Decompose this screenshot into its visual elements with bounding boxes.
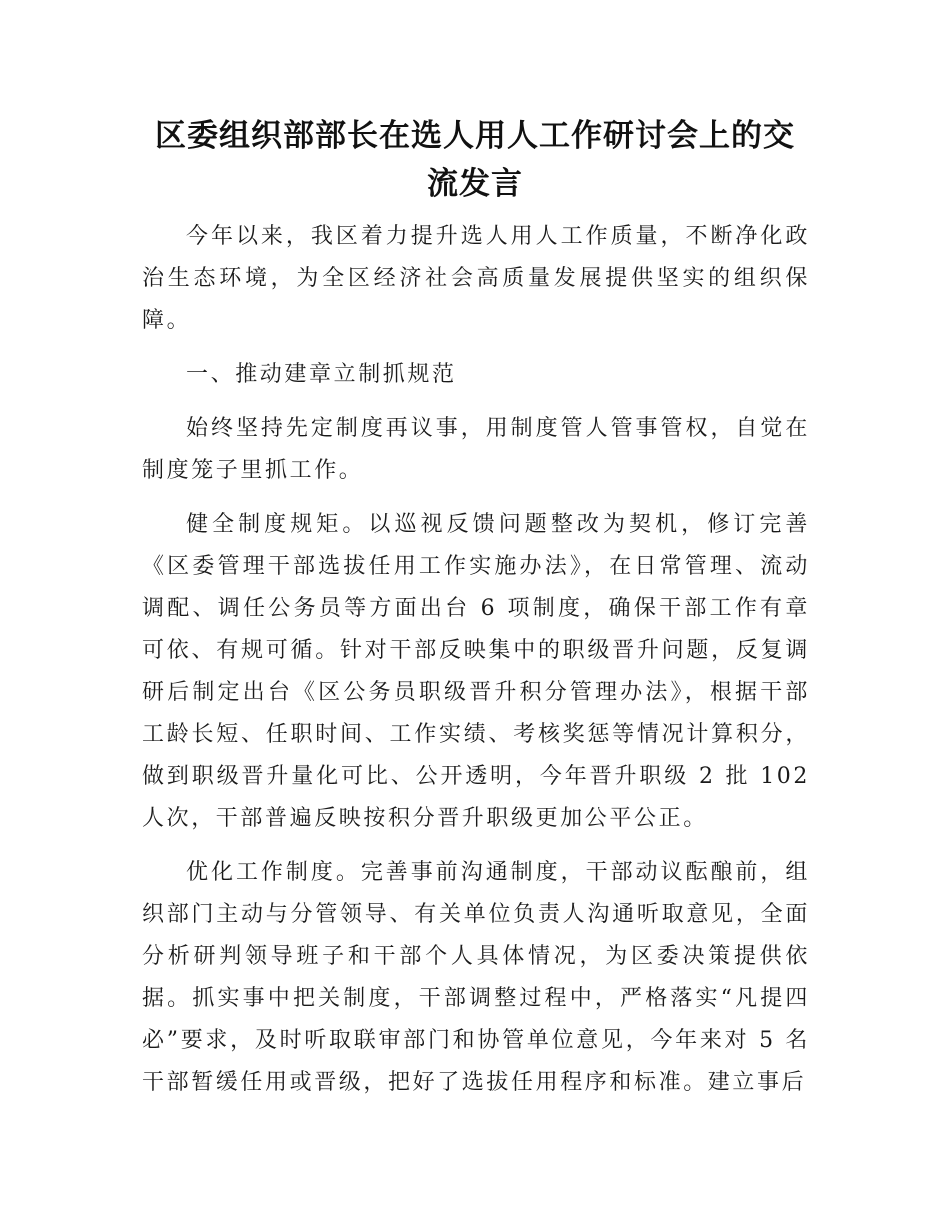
section-heading: 一、推动建章立制抓规范 xyxy=(186,362,457,387)
paragraph-section-summary: 始终坚持先定制度再议事，用制度管人管事管权，自觉在制度笼子里抓工作。 xyxy=(142,416,810,483)
document-body xyxy=(142,216,810,1116)
paragraph-work-system: 优化工作制度。完善事前沟通制度，干部动议酝酿前，组织部门主动与分管领导、有关单位负责人沟通听取意见，全面分析研判领导班子和干部个人具体情况，为区委决策提供依据。抓实事中把关制度，干部调整过程中，严格落实“凡提四必”要求，及时听取联审部门和协管单位意见，今年来对 5 名干部暂缓任用或晋级，把好了选拔任用程序和标准。建立事后 xyxy=(142,860,810,1095)
document-title: 区委组织部部长在选人用人工作研讨会上的交流发言 xyxy=(155,118,795,202)
paragraph-rules: 健全制度规矩。以巡视反馈问题整改为契机，修订完善《区委管理干部选拔任用工作实施办法》，在日常管理、流动调配、调任公务员等方面出台 6 项制度，确保干部工作有章可依、有规可循。针对干部反映集中的职级晋升问题，反复调研后制定出台《区公务员职级晋升积分管理办法》，根据干部工龄长短、任职时间、工作实绩、考核奖惩等情况计算积分，做到职级晋升量化可比、公开透明，今年晋升职级 2 批 102 人次，干部普遍反映按积分晋升职级更加公平公正。 xyxy=(142,512,810,831)
paragraph-intro: 今年以来，我区着力提升选人用人工作质量，不断净化政治生态环境，为全区经济社会高质量发展提供坚实的组织保障。 xyxy=(142,224,810,333)
